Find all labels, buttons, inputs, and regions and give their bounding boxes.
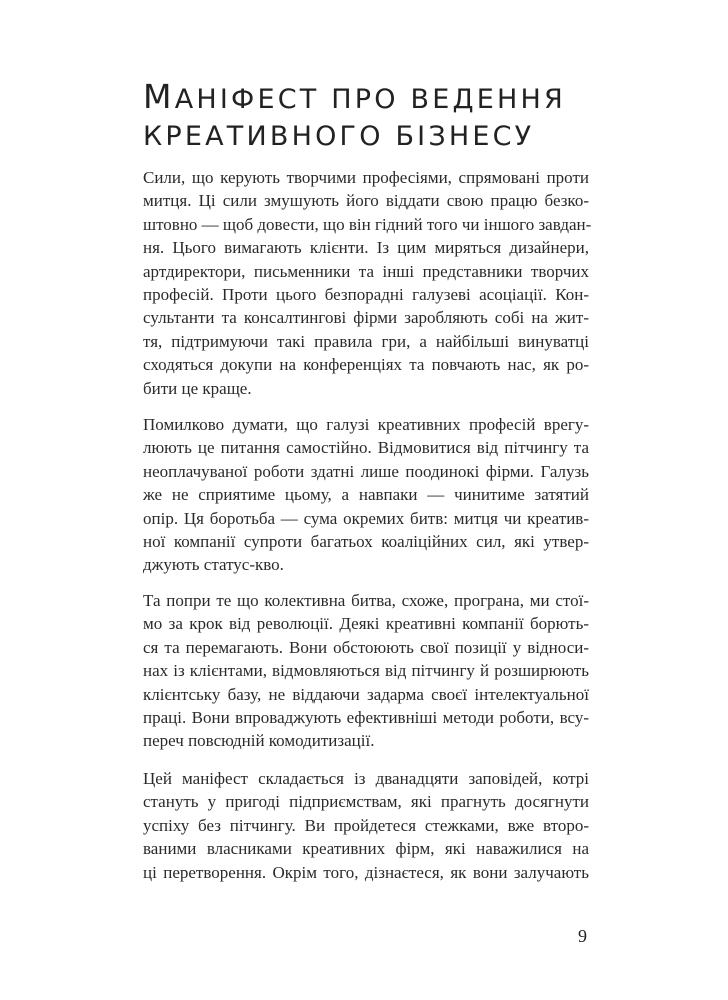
text-line: Цей маніфест складається із дванадцяти заповідей, котрі [143, 769, 589, 788]
text-line: ної компанії супроти багатьох коаліційних сил, які утвер- [143, 532, 589, 552]
text-line: опір. Ця боротьба — сума окремих битв: митця чи креатив- [143, 508, 589, 528]
text-line: ці перетворення. Окрім того, дізнаєтеся, як вони залучають [143, 862, 589, 882]
text-line: успіху без пітчингу. Ви пройдетеся стежками, вже второ- [143, 815, 589, 835]
text-line: митця. Ці сили змушують його віддати свою працю безко- [143, 191, 589, 211]
text-line: професій. Проти цього безпорадні галузеві асоціації. Кон- [143, 285, 589, 305]
text-line: Помилково думати, що галузі креативних професій врегу- [143, 415, 589, 434]
chapter-title [143, 78, 603, 155]
text-line: ваними власниками креативних фірм, які наважилися на [143, 839, 589, 859]
title-line-2: КРЕАТИВНОГО БІЗНЕСУ [143, 121, 535, 152]
text-line: артдиректори, письменники та інші представники творчих [143, 261, 589, 281]
text-line: Сили, що керують творчими професіями, спрямовані проти [143, 168, 589, 187]
paragraph-3 [143, 589, 589, 753]
text-line: клієнтську базу, не віддаючи задарма своєї інтелектуальної [143, 684, 589, 704]
text-line: Та попри те що колективна битва, схоже, програна, ми стої- [143, 591, 589, 610]
text-line: штовно — щоб довести, що він гідний того чи іншого завдан- [143, 214, 592, 234]
paragraph-1 [143, 166, 592, 400]
text-line: бити це краще. [143, 378, 252, 398]
text-line: же не сприятиме цьому, а навпаки — чинитиме затятий [143, 485, 589, 505]
text-line: джують статус-кво. [143, 555, 284, 575]
title-line-1: МАНІФЕСТ ПРО ВЕДЕННЯ [143, 77, 566, 116]
text-line: тя, підтримуючи такі правила гри, а найбільші винуватці [143, 331, 589, 351]
text-line: мо за крок від революції. Деякі креативні компанії борють- [143, 614, 589, 634]
text-line: люють це питання самостійно. Відмовитися від пітчингу та [143, 438, 589, 458]
text-line: нах із клієнтами, відмовляються від пітчингу й розширюють [143, 661, 589, 681]
text-line: ся та перемагають. Вони обстоюють свої позиції у відноси- [143, 637, 589, 657]
text-line: ня. Цього вимагають клієнти. Із цим миряться дизайнери, [143, 238, 589, 258]
text-line: переч повсюдній комодитизації. [143, 731, 375, 751]
text-line: сходяться докупи на конференціях та повчають нас, як ро- [143, 355, 589, 375]
text-line: сультанти та консалтингові фірми заробляють собі на жит- [143, 308, 589, 328]
paragraph-2 [143, 413, 589, 577]
page-number: 9 [578, 926, 587, 946]
text-line: стануть у пригоді підприємствам, які прагнуть досягнути [143, 792, 589, 812]
paragraph-4 [143, 767, 589, 884]
text-line: неоплачуваної роботи здатні лише поодинокі фірми. Галузь [143, 461, 589, 481]
text-line: праці. Вони впроваджують ефективніші методи роботи, всу- [143, 708, 589, 728]
